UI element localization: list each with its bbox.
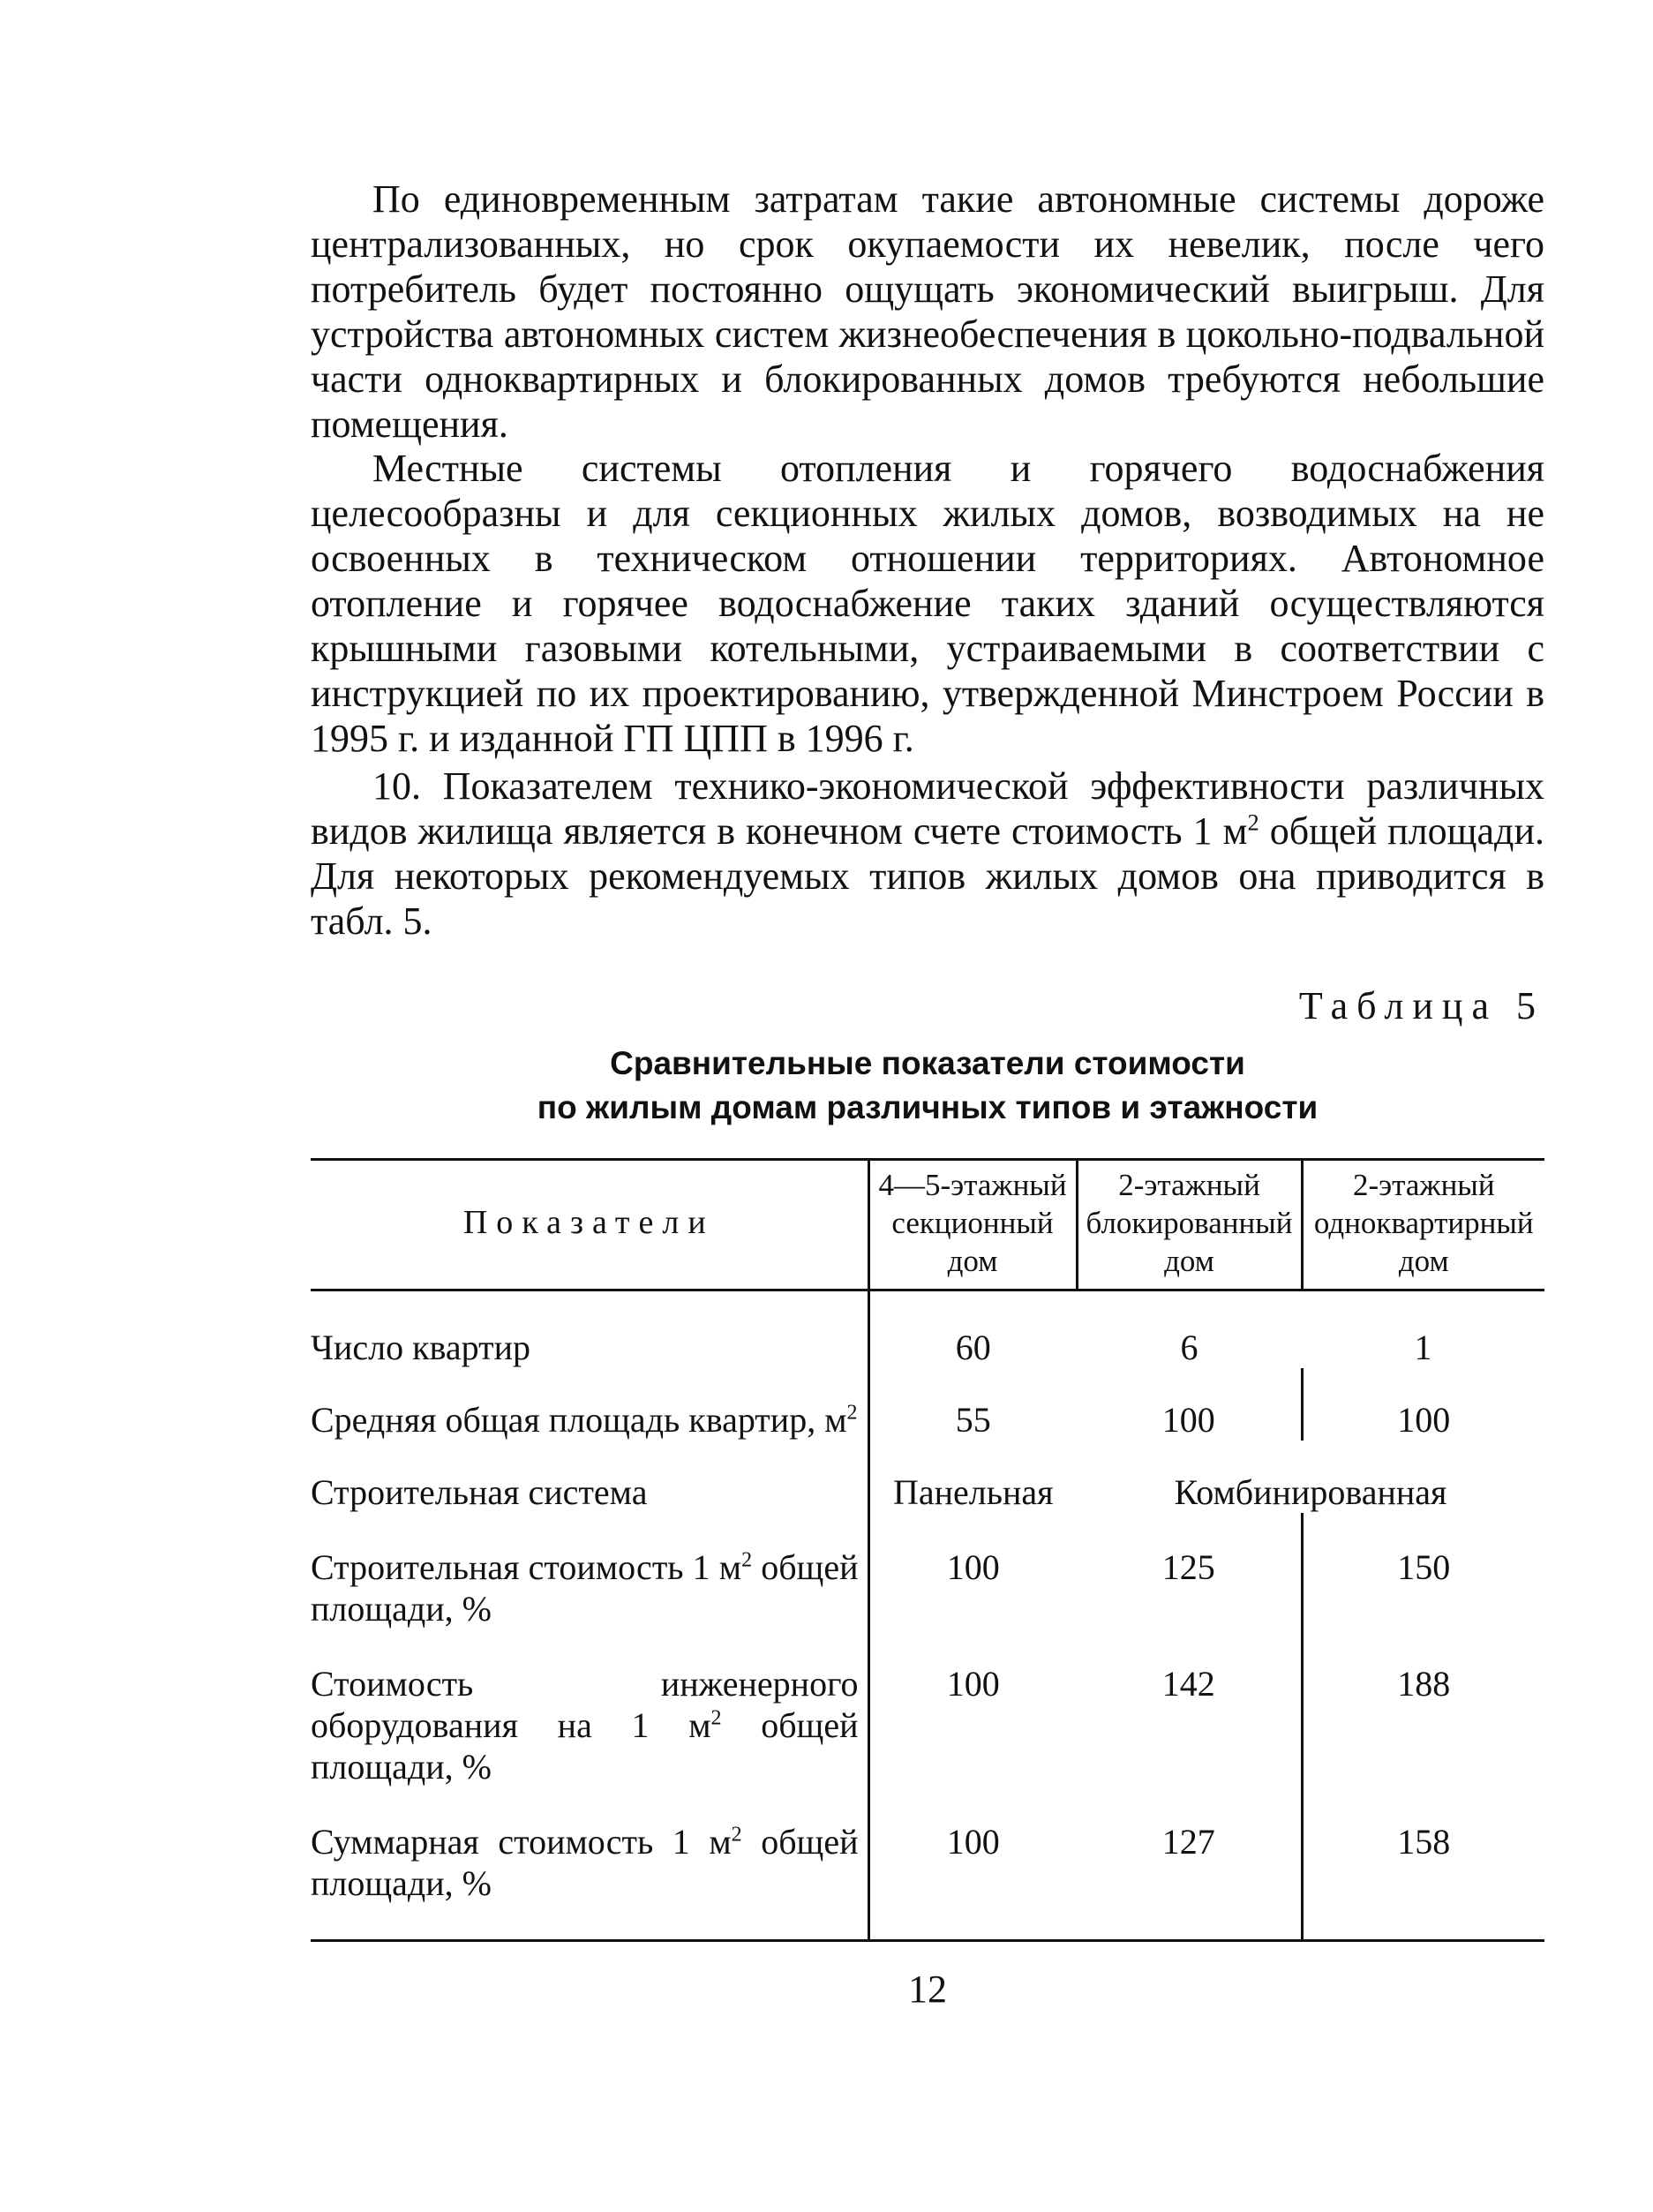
cell-value: 100 [868,1787,1077,1941]
table-caption-line: Сравнительные показатели стоимости [610,1045,1245,1081]
table-row [311,1513,1544,1629]
table-row [311,1368,1544,1441]
table-row [311,1441,1544,1513]
header-single-family-house: 2-этажный одноквартирный дом [1302,1160,1544,1290]
superscript: 2 [741,1548,753,1572]
cost-comparison-table [311,1158,1544,1942]
cell-value: 100 [868,1513,1077,1629]
row-label-text: Стоимость инженерного оборудования на 1 м [311,1664,859,1745]
cell-value: 55 [868,1368,1077,1441]
superscript: 2 [1247,809,1259,836]
paragraph-autonomous-systems: По единовременным затратам такие автономные системы дороже централизованных, но срок окупаемости их невелик, после чего потребитель будет постоянно ощущать экономический выигрыш. Для устройства автономных систем жизнеобеспечения в цокольно-подвальной части одноквартирных и блокированных домов требуются небольшие помещения. [311,177,1544,446]
row-label-text: Средняя общая площадь квартир, м [311,1400,847,1440]
table-row [311,1290,1544,1369]
cell-value: 127 [1161,1822,1215,1862]
header-sectional-house: 4—5-этажный секционный дом [868,1160,1077,1290]
cell-value: 188 [1302,1629,1544,1787]
table-row [311,1787,1544,1941]
table-caption-line: по жилым домам различных типов и этажности [537,1089,1319,1125]
row-label [311,1368,868,1441]
table-header-row [311,1160,1544,1290]
row-label-text: общей площади, % [311,1705,859,1787]
cell-value: 158 [1302,1787,1544,1941]
cell-value: 100 [868,1629,1077,1787]
superscript: 2 [731,1823,742,1847]
paragraph-text: общей площади. Для некоторых рекомендуемых типов жилых домов она приводится в табл. 5. [311,809,1544,943]
header-blocked-house: 2-этажный блокированный дом [1077,1160,1302,1290]
header-indicators: Показатели [462,1204,715,1241]
row-label-text: Суммарная стоимость 1 м [311,1822,732,1862]
page-number: 12 [908,1967,947,2011]
row-label-text: Строительная стоимость 1 м [311,1547,742,1587]
superscript: 2 [846,1401,858,1425]
paragraph-cost-indicator [311,764,1544,944]
row-label [311,1513,868,1629]
paragraph-text: 10. Показателем технико-экономической эффективности различных видов жилища является в конечном счете стоимость 1 м [311,764,1544,853]
table-row [311,1629,1544,1787]
row-label [311,1787,868,1941]
cell-value: 125 [1161,1547,1215,1587]
cell-value: 6 [1180,1328,1198,1367]
row-label-text: общей площади, % [311,1822,859,1903]
row-label: Число квартир [311,1328,531,1367]
paragraph-local-heating: Местные системы отопления и горячего водоснабжения целесообразны и для секционных жилых домов, возводимых на не освоенных в техническом отношении территориях. Автономное отопление и горячее водоснабжение таких зданий осуществляются крышными газовыми котельными, устраиваемыми в соответствии с инструкцией по их проектированию, утвержденной Минстроем России в 1995 г. и изданной ГП ЦПП в 1996 г. [311,447,1544,760]
cell-value: 150 [1302,1513,1544,1629]
row-label-text: общей площади, % [311,1547,859,1629]
cell-value: 100 [1161,1400,1215,1440]
cell-value: 100 [1302,1368,1544,1441]
cell-value: 60 [868,1290,1077,1369]
cell-value: 142 [1161,1664,1215,1704]
row-label [311,1629,868,1787]
cell-value: 1 [1414,1328,1432,1367]
row-label: Строительная система [311,1472,648,1512]
cell-value: Панельная [868,1441,1077,1513]
cell-value-merged: Комбинированная [1174,1472,1447,1512]
table-label: Таблица 5 [1298,984,1544,1027]
table-caption [311,1042,1544,1130]
superscript: 2 [710,1706,722,1730]
